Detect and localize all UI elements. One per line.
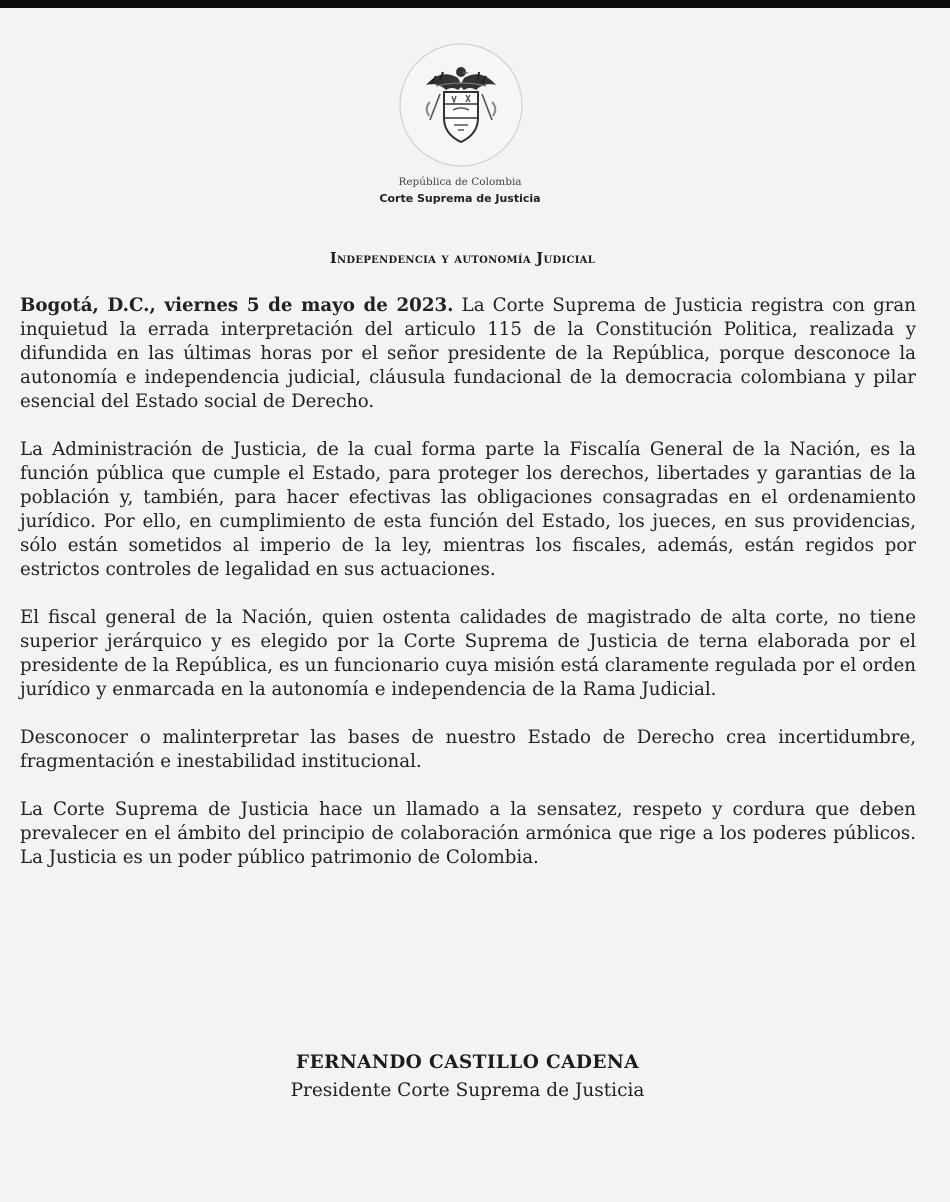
document-body bbox=[20, 294, 916, 894]
paragraph: La Administración de Justicia, de la cual forma parte la Fiscalía General de la Nación, es la función pública que cumple el Estado, para proteger los derechos, libertades y garantias de la población y, también, para hacer efectivas las obligaciones consagradas en el ordenamiento jurídico. Por ello, en cumplimiento de esta función del Estado, los jueces, en sus providencias, sólo están sometidos al imperio de la ley, mientras los fiscales, además, están regidos por estrictos controles de legalidad en sus actuaciones. bbox=[20, 439, 916, 580]
colombia-coat-of-arms-icon bbox=[396, 40, 526, 170]
republic-label: República de Colombia bbox=[398, 176, 522, 188]
signatory-role: Presidente Corte Suprema de Justicia bbox=[290, 1080, 645, 1101]
paragraph: Desconocer o malinterpretar las bases de nuestro Estado de Derecho crea incertidumbre, fragmentación e inestabilidad institucional. bbox=[20, 727, 916, 772]
document-page bbox=[0, 8, 950, 1202]
signatory-name: FERNANDO CASTILLO CADENA bbox=[296, 1052, 639, 1073]
institution-label: Corte Suprema de Justicia bbox=[379, 192, 541, 205]
paragraph bbox=[20, 294, 916, 414]
top-border bbox=[0, 0, 950, 8]
date-lead: Bogotá, D.C., viernes 5 de mayo de 2023. bbox=[20, 295, 454, 316]
paragraph: La Corte Suprema de Justicia hace un llamado a la sensatez, respeto y cordura que deben prevalecer en el ámbito del principio de colaboración armónica que rige a los poderes públicos. La Justicia es un poder público patrimonio de Colombia. bbox=[20, 799, 916, 868]
document-title: Independencia y autonomía Judicial bbox=[329, 250, 596, 267]
paragraph-text: La Corte Suprema de Justicia registra con gran inquietud la errada interpretación del articulo 115 de la Constitución Politica, realizada y difundida en las últimas horas por el señor presidente de la República, porque desconoce la autonomía e independencia judicial, cláusula fundacional de la democracia colombiana y pilar esencial del Estado social de Derecho. bbox=[20, 295, 916, 412]
paragraph: El fiscal general de la Nación, quien ostenta calidades de magistrado de alta corte, no tiene superior jerárquico y es elegido por la Corte Suprema de Justicia de terna elaborada por el presidente de la República, es un funcionario cuya misión está claramente regulada por el orden jurídico y enmarcada en la autonomía e independencia de la Rama Judicial. bbox=[20, 607, 916, 700]
